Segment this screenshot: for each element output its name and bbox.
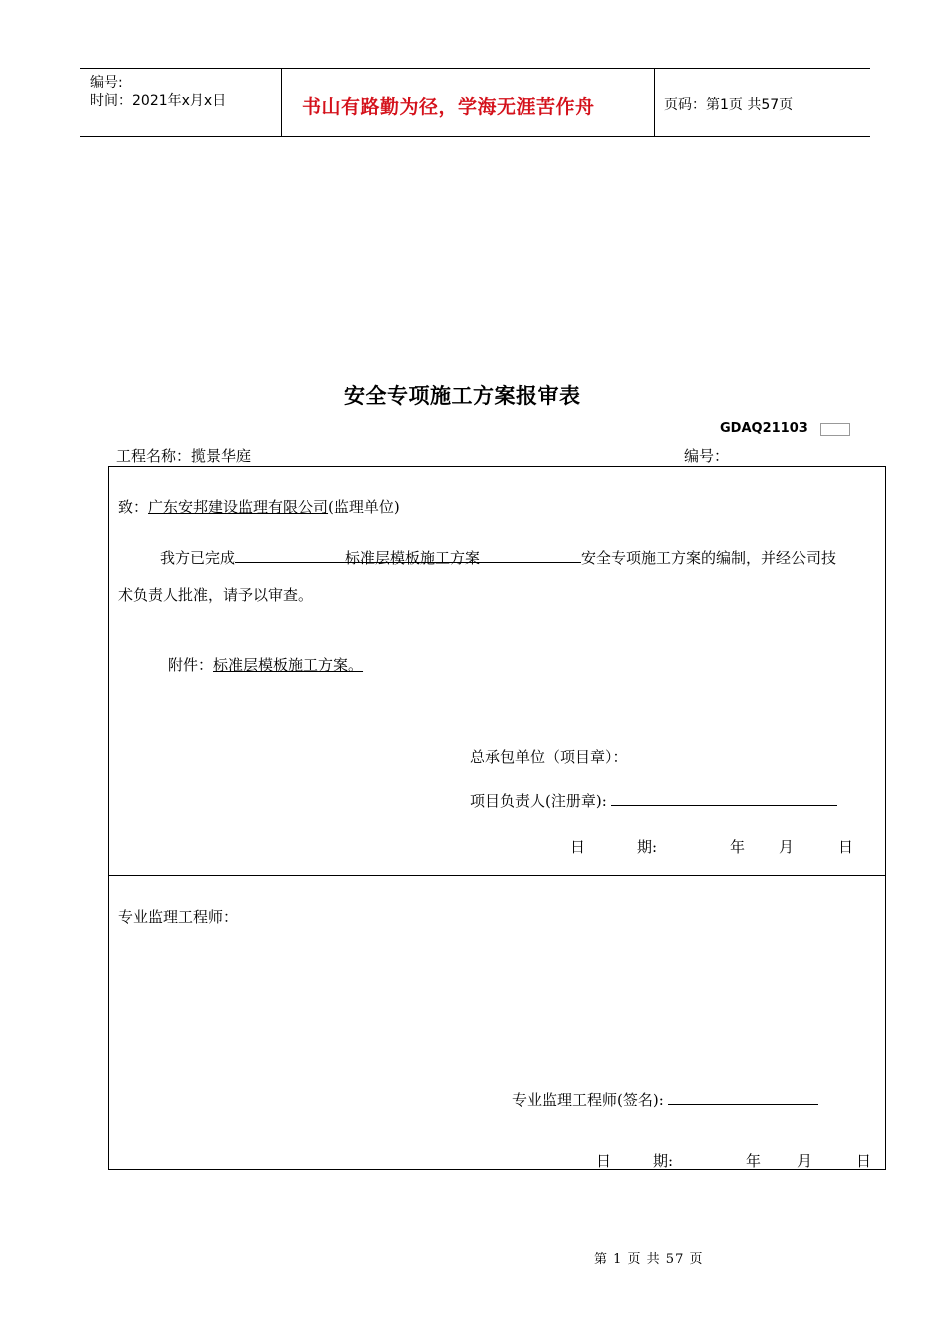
attachment-value: 标准层模板施工方案。 [213, 656, 364, 674]
plan-name: 标准层模板施工方案 [345, 549, 481, 567]
number-label: 编号： [684, 447, 730, 465]
plan-name-blank [235, 548, 581, 567]
attachment-label: 附件： [168, 656, 214, 674]
completion-prefix: 我方已完成 [160, 549, 236, 567]
date-month-2: 月 [797, 1152, 813, 1170]
addressee-unit: 广东安邦建设监理有限公司 [148, 498, 329, 516]
manager-label: 项目负责人(注册章): [470, 792, 607, 810]
form-code: GDAQ21103 [720, 421, 808, 436]
completion-line [160, 547, 836, 568]
date-day-2: 日 [856, 1152, 872, 1170]
time-label: 时间：2021年x月x日 [90, 93, 227, 109]
header-top-border [80, 68, 870, 69]
date-qi-2: 期: [653, 1152, 674, 1170]
addressee-suffix: (监理单位) [328, 498, 400, 516]
engineer-label: 专业监理工程师： [118, 908, 239, 926]
header-motto: 书山有路勤为径，学海无涯苦作舟 [302, 96, 595, 118]
attachment-line [168, 654, 363, 675]
date-month-1: 月 [779, 838, 795, 856]
header-divider-left [281, 68, 282, 136]
approval-table [108, 466, 886, 1170]
date-year-2: 年 [746, 1152, 762, 1170]
table-section-divider [108, 875, 886, 876]
signature-line [512, 1089, 818, 1110]
completion-line-2: 术负责人批准，请予以审查。 [118, 586, 314, 604]
manager-signature-blank [611, 791, 837, 806]
header-bottom-border [80, 136, 870, 137]
page-footer: 第 1 页 共 57 页 [594, 1252, 704, 1267]
date-ri-1: 日 [570, 838, 586, 856]
project-name: 工程名称：揽景华庭 [116, 447, 252, 465]
serial-label: 编号: [90, 75, 123, 91]
page-info: 页码：第1页 共57页 [664, 97, 794, 113]
header-divider-right [654, 68, 655, 136]
contractor-label: 总承包单位（项目章）： [470, 748, 628, 766]
form-title: 安全专项施工方案报审表 [344, 383, 581, 408]
signature-blank [668, 1090, 818, 1105]
date-ri-2: 日 [596, 1152, 612, 1170]
addressee-prefix: 致： [118, 498, 149, 516]
signature-label: 专业监理工程师(签名): [512, 1091, 664, 1109]
addressee-line [118, 496, 400, 517]
date-qi-1: 期: [637, 838, 658, 856]
manager-line [470, 790, 837, 811]
date-year-1: 年 [730, 838, 746, 856]
date-day-1: 日 [838, 838, 854, 856]
code-box [820, 423, 850, 436]
completion-suffix: 安全专项施工方案的编制，并经公司技 [581, 549, 837, 567]
